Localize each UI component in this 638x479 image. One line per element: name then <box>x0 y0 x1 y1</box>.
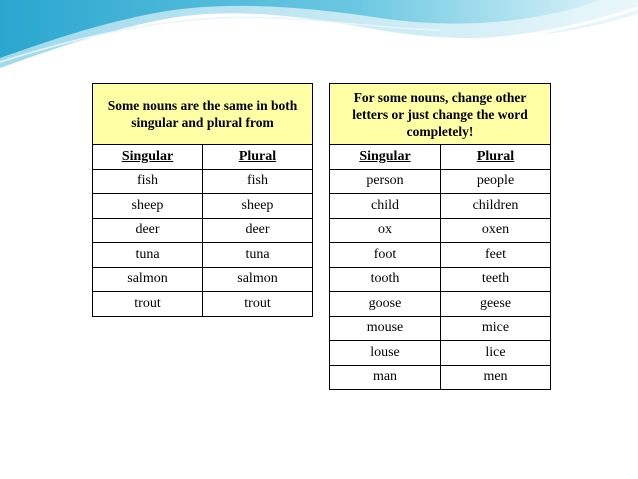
plural-cell: people <box>441 169 551 194</box>
plural-cell: lice <box>441 341 551 366</box>
plural-cell: trout <box>203 292 313 317</box>
table-row <box>330 169 551 194</box>
table-row <box>330 316 551 341</box>
table-row <box>330 194 551 219</box>
plural-cell: sheep <box>203 194 313 219</box>
table-row <box>93 292 313 317</box>
table-header: Some nouns are the same in both singular and plural from <box>93 84 313 145</box>
singular-cell: fish <box>93 169 203 194</box>
singular-cell: sheep <box>93 194 203 219</box>
column-header-plural: Plural <box>441 145 551 170</box>
table-row <box>330 292 551 317</box>
table-row <box>330 218 551 243</box>
singular-cell: goose <box>330 292 441 317</box>
singular-cell: ox <box>330 218 441 243</box>
decorative-wave-banner <box>0 0 638 80</box>
plural-cell: men <box>441 365 551 390</box>
singular-cell: person <box>330 169 441 194</box>
plural-cell: feet <box>441 243 551 268</box>
table-row <box>93 267 313 292</box>
singular-cell: louse <box>330 341 441 366</box>
plural-cell: fish <box>203 169 313 194</box>
singular-cell: foot <box>330 243 441 268</box>
singular-cell: man <box>330 365 441 390</box>
column-header-singular: Singular <box>330 145 441 170</box>
table-row <box>93 194 313 219</box>
plural-cell: deer <box>203 218 313 243</box>
singular-cell: deer <box>93 218 203 243</box>
table-header: For some nouns, change other letters or just change the word completely! <box>330 84 551 145</box>
singular-cell: tooth <box>330 267 441 292</box>
singular-cell: mouse <box>330 316 441 341</box>
table-row <box>93 243 313 268</box>
table-row <box>93 218 313 243</box>
same-form-nouns-table <box>92 83 313 317</box>
singular-cell: child <box>330 194 441 219</box>
plural-cell: tuna <box>203 243 313 268</box>
table-row <box>93 169 313 194</box>
plural-cell: children <box>441 194 551 219</box>
column-header-plural: Plural <box>203 145 313 170</box>
plural-cell: mice <box>441 316 551 341</box>
table-row <box>330 267 551 292</box>
singular-cell: tuna <box>93 243 203 268</box>
plural-cell: salmon <box>203 267 313 292</box>
table-row <box>330 341 551 366</box>
table-row <box>330 243 551 268</box>
table-row <box>330 365 551 390</box>
plural-cell: teeth <box>441 267 551 292</box>
irregular-nouns-table <box>329 83 551 390</box>
plural-cell: oxen <box>441 218 551 243</box>
singular-cell: salmon <box>93 267 203 292</box>
singular-cell: trout <box>93 292 203 317</box>
column-header-singular: Singular <box>93 145 203 170</box>
plural-cell: geese <box>441 292 551 317</box>
